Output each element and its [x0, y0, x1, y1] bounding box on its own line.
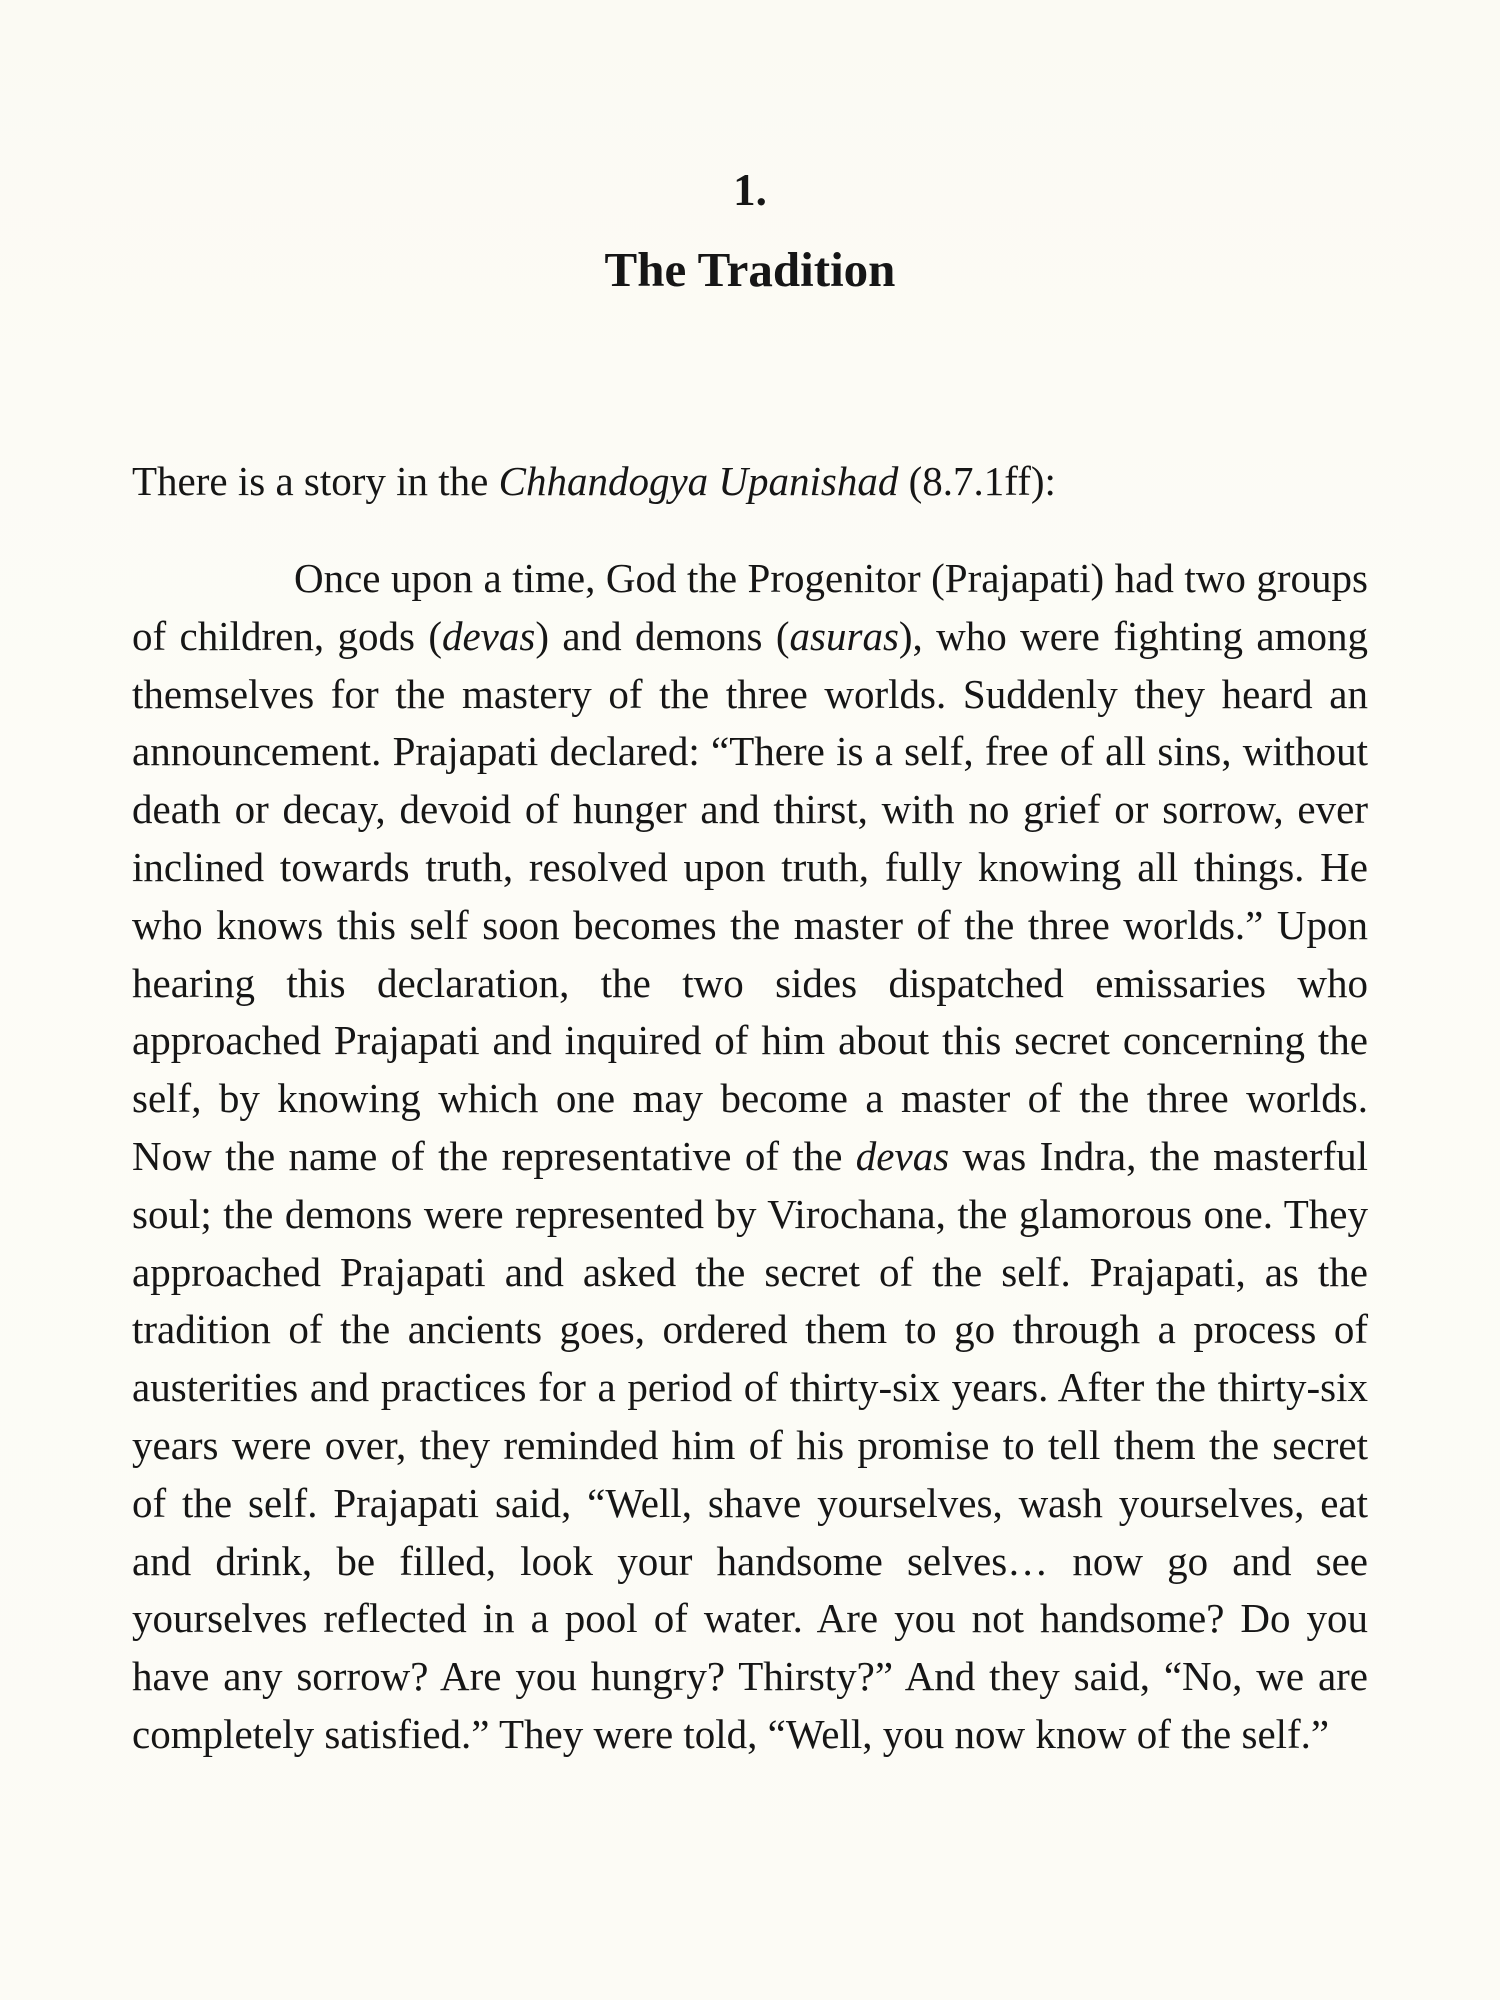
- story-text-1: Once upon a time, God the Progenitor (Prajapati) had two groups of children, gods (: [132, 555, 1368, 659]
- work-title: Chhandogya Upanishad: [498, 458, 899, 504]
- term-devas: devas: [441, 612, 536, 659]
- intro-text-before: There is a story in the: [132, 458, 499, 504]
- term-asuras: asuras: [789, 612, 899, 659]
- intro-text-after: (8.7.1ff):: [898, 458, 1056, 504]
- term-devas-2: devas: [855, 1132, 950, 1179]
- story-text-4: was Indra, the masterful soul; the demons were represented by Virochana, the glamorous one. They approached Prajapati and asked the secret of the self. Prajapati, as the tradition of the ancients goes, ordered them to go through a process of austerities and practices for a period of thirty-six years. After the thirty-six years were over, they reminded him of his promise to tell them the secret of the self. Prajapati said, “Well, shave yourselves, wash yourselves, eat and drink, be filled, look your handsome selves… now go and see yourselves reflected in a pool of water. Are you not handsome? Do you have any sorrow? Are you hungry? Thirsty?” And they said, “No, we are completely satisfied.” They were told, “Well, you now know of the self.”: [132, 1132, 1368, 1757]
- intro-paragraph: [132, 453, 1368, 511]
- chapter-title: The Tradition: [604, 242, 896, 297]
- chapter-number: 1.: [733, 165, 767, 215]
- story-paragraph: [132, 550, 1368, 1764]
- story-text-3: ), who were fighting among themselves for the mastery of the three worlds. Suddenly they heard an announcement. Prajapati declared: “There is a self, free of all sins, without death or decay, devoid of hunger and thirst, with no grief or sorrow, ever inclined towards truth, resolved upon truth, fully knowing all things. He who knows this self soon becomes the master of the three worlds.” Upon hearing this declaration, the two sides dispatched emissaries who approached Prajapati and inquired of him about this secret concerning the self, by knowing which one may become a master of the three worlds. Now the name of the representative of the: [132, 612, 1368, 1179]
- story-text-2: ) and demons (: [535, 612, 790, 659]
